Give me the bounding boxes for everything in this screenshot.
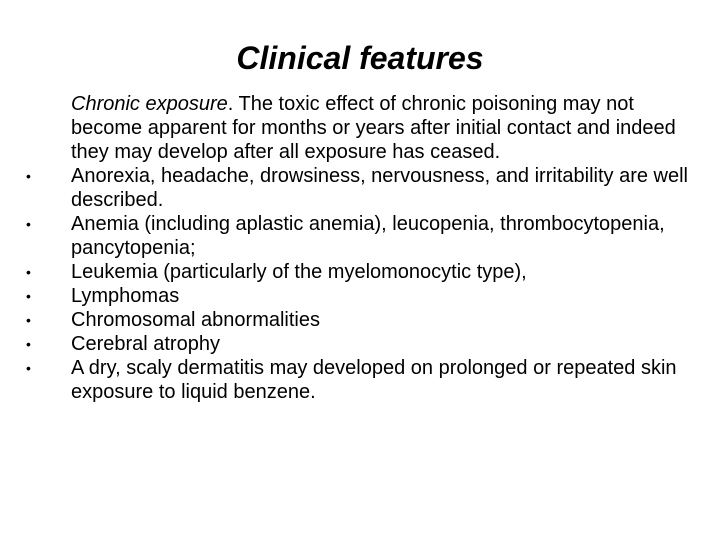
bullet-icon: • [26,312,31,328]
intro-text: . The toxic effect of chronic poisoning may not become apparent for months or years after initial contact and indeed they may develop after all exposure has ceased. [71,93,676,163]
bullet-text: A dry, scaly dermatitis may developed on prolonged or repeated skin exposure to liquid benzene. [71,357,677,403]
bullet-icon: • [26,288,31,304]
bullet-item-leukemia [26,260,690,284]
bullet-icon: • [26,336,31,352]
bullet-item-anorexia [26,164,690,212]
bullet-icon: • [26,264,31,280]
bullet-item-anemia [26,212,690,260]
slide-content [26,92,690,404]
bullet-item-dermatitis [26,356,690,404]
intro-lead: Chronic exposure [71,93,228,115]
bullet-text: Chromosomal abnormalities [71,309,320,331]
bullet-text: Anorexia, headache, drowsiness, nervousness, and irritability are well described. [71,165,688,211]
bullet-icon: • [26,360,31,376]
intro-paragraph [26,92,690,164]
bullet-icon: • [26,216,31,232]
slide-title: Clinical features [236,40,484,76]
bullet-item-cerebral [26,332,690,356]
bullet-icon: • [26,168,31,184]
bullet-text: Lymphomas [71,285,180,307]
bullet-text: Leukemia (particularly of the myelomonocytic type), [71,261,527,283]
bullet-text: Anemia (including aplastic anemia), leucopenia, thrombocytopenia, pancytopenia; [71,213,665,259]
bullet-item-chromosomal [26,308,690,332]
bullet-item-lymphomas [26,284,690,308]
bullet-text: Cerebral atrophy [71,333,220,355]
